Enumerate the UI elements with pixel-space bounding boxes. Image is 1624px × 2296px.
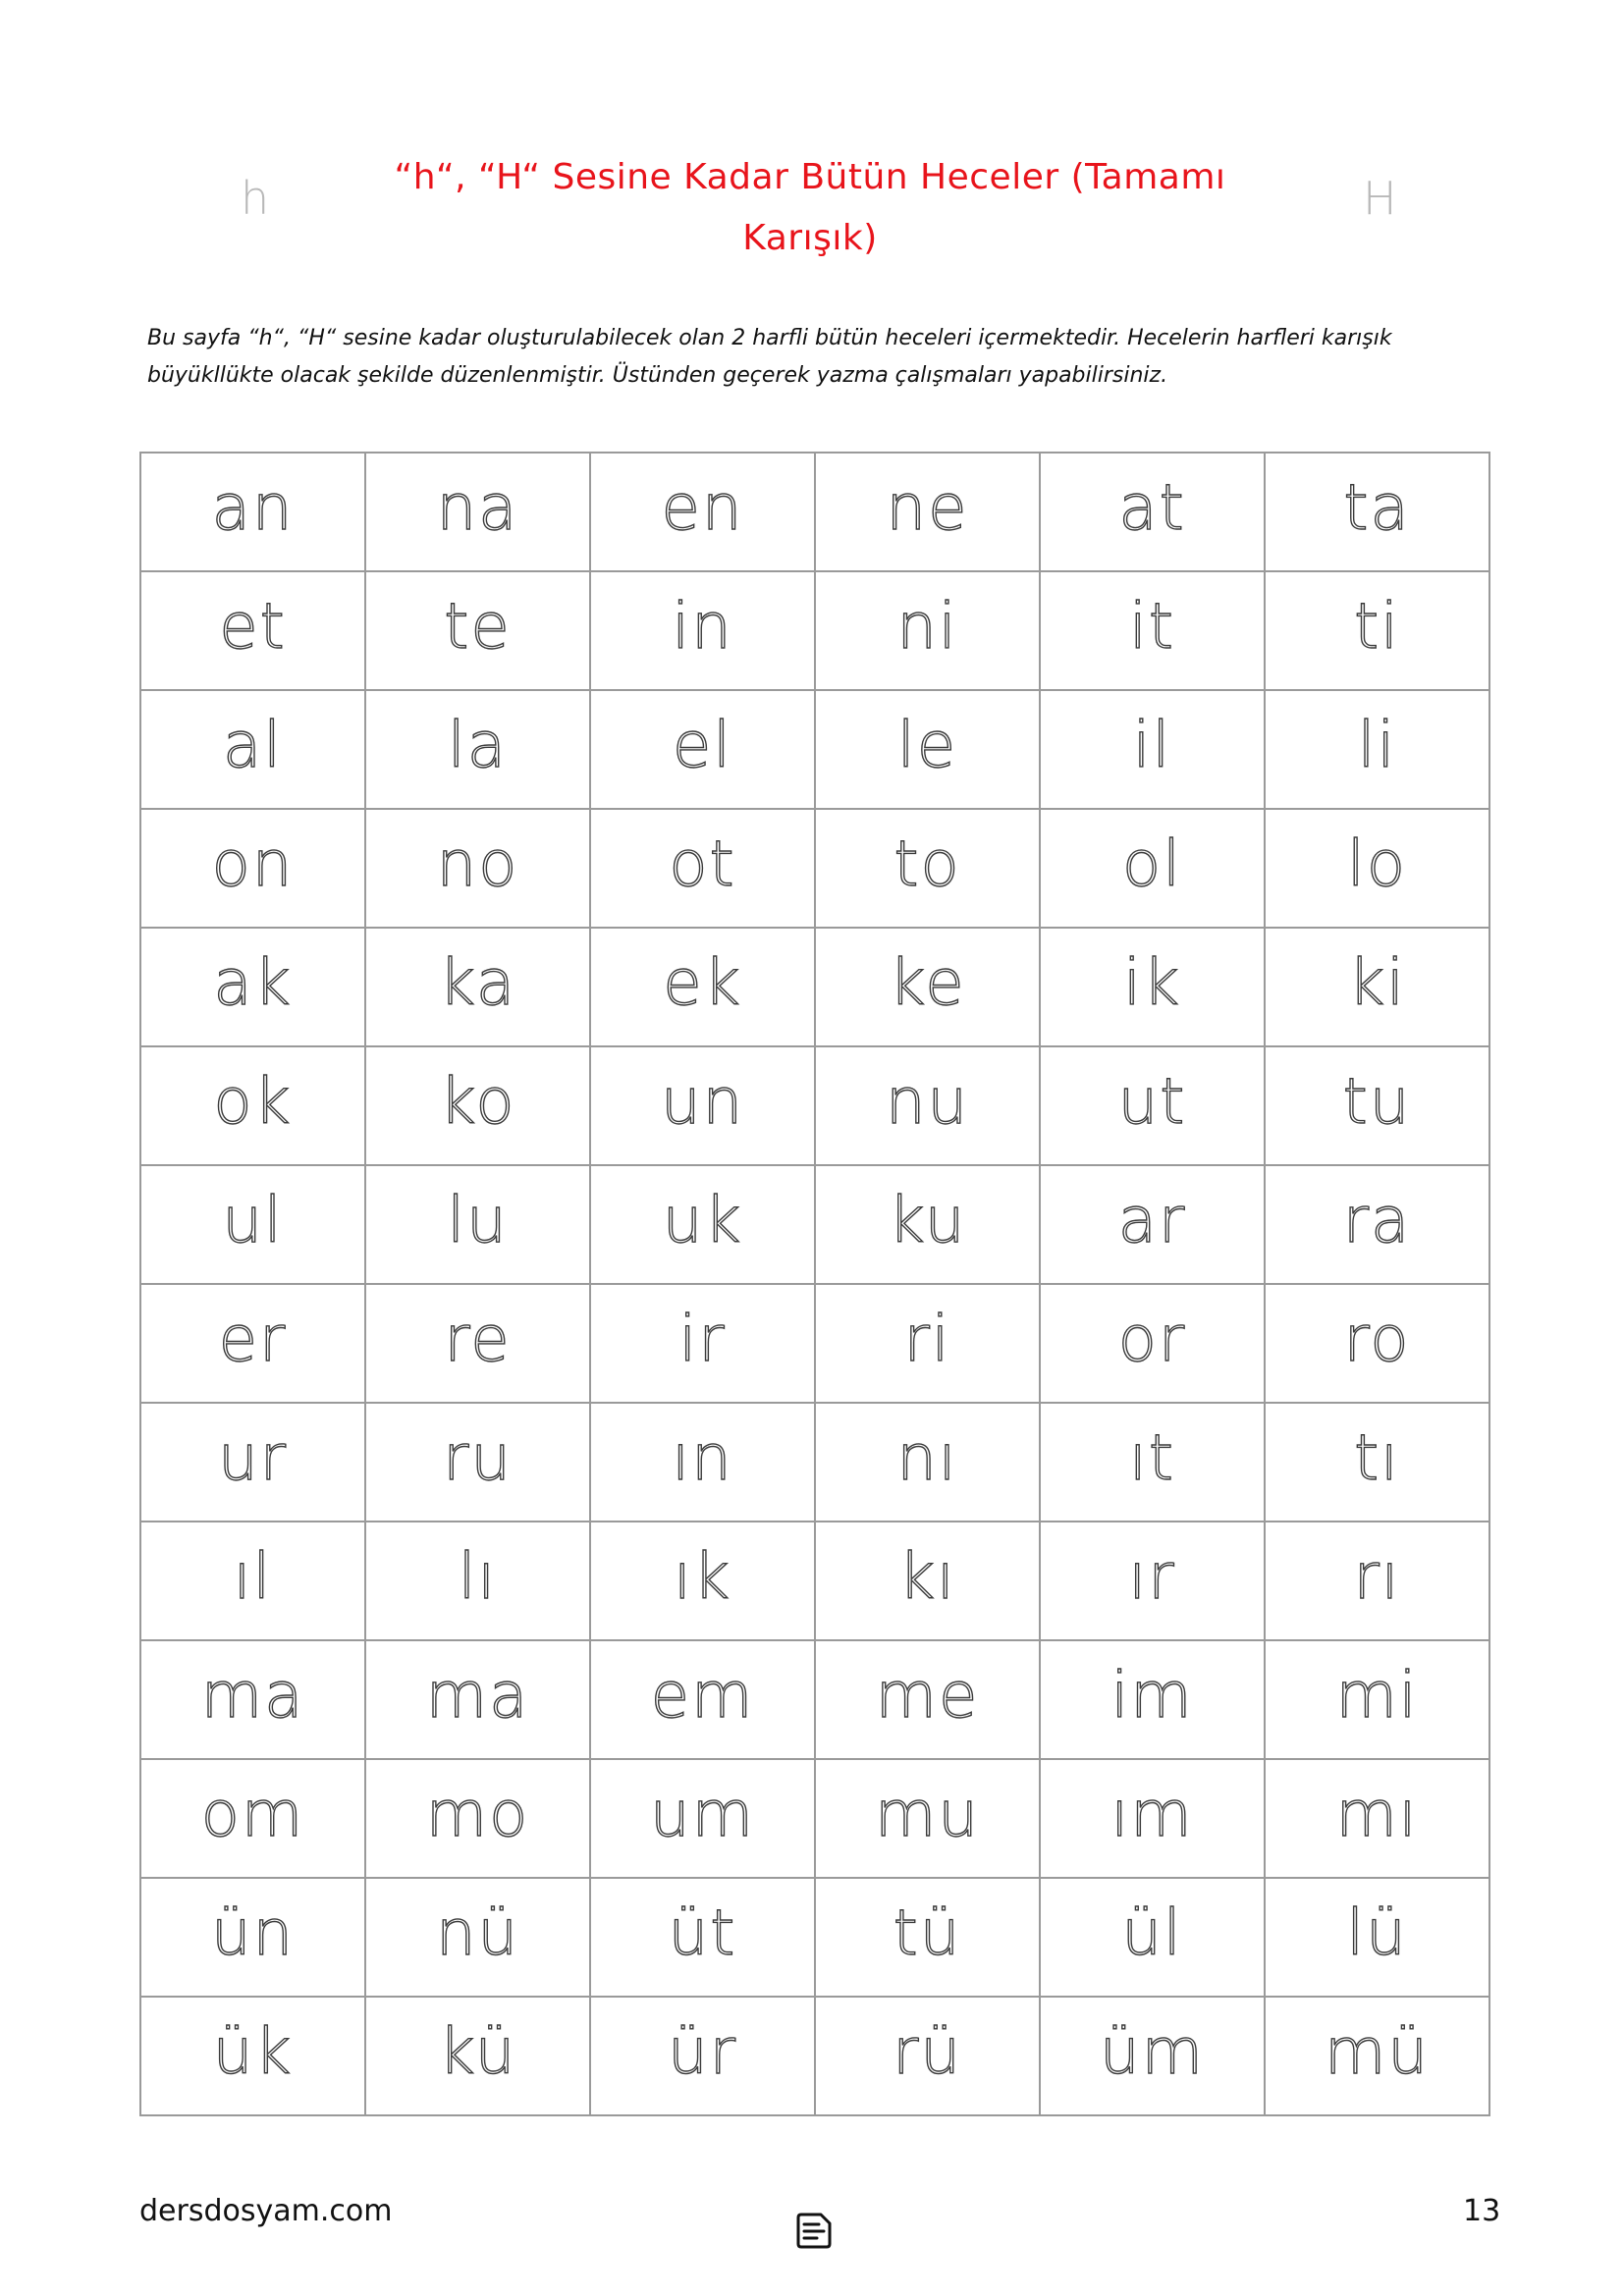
- page-title-line-2: Karışık): [742, 218, 878, 258]
- syllable-text: ma: [200, 1659, 305, 1733]
- syllable-cell: [815, 1046, 1040, 1165]
- syllable-cell: [140, 1046, 365, 1165]
- syllable-text: üt: [668, 1896, 737, 1970]
- syllable-text: ük: [212, 2015, 294, 2089]
- syllable-cell: [140, 571, 365, 690]
- syllable-cell: [815, 571, 1040, 690]
- syllable-cell: [1040, 571, 1265, 690]
- syllable-text: ım: [1110, 1778, 1194, 1851]
- syllable-text: ık: [674, 1540, 731, 1614]
- syllable-text: ra: [1342, 1184, 1412, 1257]
- syllable-cell: [1265, 1403, 1489, 1522]
- syllable-cell: [590, 1878, 815, 1997]
- syllable-cell: [1265, 571, 1489, 690]
- syllable-cell: [1040, 1046, 1265, 1165]
- syllable-text: ıt: [1129, 1421, 1175, 1495]
- grid-row: [140, 1997, 1489, 2115]
- syllable-text: ka: [438, 946, 517, 1020]
- syllable-text: ek: [663, 946, 742, 1020]
- syllable-text: mı: [1335, 1778, 1419, 1851]
- syllable-text: ru: [443, 1421, 513, 1495]
- syllable-text: ik: [1123, 946, 1181, 1020]
- syllable-text: lı: [458, 1540, 498, 1614]
- grid-row: [140, 1522, 1489, 1640]
- syllable-grid: [139, 452, 1490, 2116]
- syllable-cell: [1265, 1640, 1489, 1759]
- syllable-cell: [815, 453, 1040, 571]
- syllable-text: lu: [447, 1184, 509, 1257]
- syllable-text: ur: [218, 1421, 288, 1495]
- syllable-text: mü: [1325, 2015, 1430, 2089]
- syllable-cell: [1040, 1997, 1265, 2115]
- syllable-text: kı: [898, 1540, 956, 1614]
- syllable-cell: [1265, 1046, 1489, 1165]
- syllable-text: ro: [1343, 1303, 1411, 1376]
- syllable-cell: [140, 1284, 365, 1403]
- syllable-cell: [590, 809, 815, 928]
- grid-row: [140, 453, 1489, 571]
- syllable-text: on: [211, 828, 295, 901]
- syllable-text: na: [436, 471, 519, 545]
- grid-row: [140, 571, 1489, 690]
- syllable-text: ıl: [233, 1540, 273, 1614]
- syllable-text: ke: [889, 946, 966, 1020]
- syllable-text: ma: [425, 1659, 530, 1733]
- syllable-cell: [365, 1165, 590, 1284]
- syllable-text: tı: [1354, 1421, 1400, 1495]
- syllable-cell: [590, 1284, 815, 1403]
- syllable-cell: [140, 1878, 365, 1997]
- syllable-cell: [590, 1640, 815, 1759]
- syllable-text: el: [672, 709, 733, 782]
- syllable-text: rü: [893, 2015, 962, 2089]
- syllable-text: al: [223, 709, 283, 782]
- syllable-cell: [140, 453, 365, 571]
- syllable-text: ir: [678, 1303, 727, 1376]
- syllable-cell: [1040, 1165, 1265, 1284]
- syllable-text: mu: [875, 1778, 980, 1851]
- grid-row: [140, 1759, 1489, 1878]
- syllable-text: im: [1110, 1659, 1194, 1733]
- syllable-text: or: [1117, 1303, 1187, 1376]
- syllable-cell: [365, 690, 590, 809]
- syllable-cell: [590, 1522, 815, 1640]
- syllable-cell: [815, 928, 1040, 1046]
- syllable-cell: [140, 1640, 365, 1759]
- syllable-text: an: [211, 471, 295, 545]
- syllable-cell: [140, 1403, 365, 1522]
- syllable-text: re: [444, 1303, 512, 1376]
- syllable-text: tu: [1342, 1065, 1412, 1139]
- syllable-cell: [590, 1165, 815, 1284]
- syllable-cell: [1265, 453, 1489, 571]
- syllable-text: nü: [435, 1896, 520, 1970]
- syllable-cell: [815, 1284, 1040, 1403]
- syllable-text: ri: [903, 1303, 951, 1376]
- syllable-text: ta: [1343, 471, 1411, 545]
- syllable-text: ır: [1128, 1540, 1176, 1614]
- syllable-cell: [590, 690, 815, 809]
- syllable-text: ti: [1354, 590, 1400, 664]
- syllable-cell: [815, 1522, 1040, 1640]
- syllable-cell: [815, 1997, 1040, 2115]
- syllable-text: lü: [1346, 1896, 1408, 1970]
- syllable-text: li: [1357, 709, 1397, 782]
- syllable-text: kü: [438, 2015, 517, 2089]
- syllable-text: ün: [210, 1896, 296, 1970]
- syllable-cell: [590, 928, 815, 1046]
- syllable-text: it: [1129, 590, 1175, 664]
- syllable-cell: [140, 1759, 365, 1878]
- syllable-cell: [1265, 1878, 1489, 1997]
- syllable-cell: [590, 453, 815, 571]
- syllable-text: ür: [668, 2015, 737, 2089]
- syllable-cell: [590, 571, 815, 690]
- syllable-cell: [365, 1403, 590, 1522]
- syllable-cell: [590, 1997, 815, 2115]
- intro-text: [147, 320, 1424, 395]
- syllable-cell: [365, 1640, 590, 1759]
- syllable-cell: [365, 1997, 590, 2115]
- syllable-text: ko: [439, 1065, 516, 1139]
- syllable-text: to: [893, 828, 961, 901]
- syllable-cell: [1265, 690, 1489, 809]
- syllable-cell: [815, 1878, 1040, 1997]
- document-lines-icon: [793, 2209, 837, 2252]
- intro-line-1: Bu sayfa “h“, “H“ sesine kadar oluşturulabilecek olan 2 harfli bütün heceleri içermektedir. Hecelerin harfleri karışık: [147, 326, 1392, 350]
- syllable-cell: [1265, 1759, 1489, 1878]
- syllable-cell: [1040, 690, 1265, 809]
- grid-row: [140, 1165, 1489, 1284]
- syllable-text: ol: [1122, 828, 1182, 901]
- grid-row: [140, 1403, 1489, 1522]
- grid-row: [140, 1046, 1489, 1165]
- footer-site-name: dersdosyam.com: [139, 2194, 393, 2228]
- syllable-text: ül: [1121, 1896, 1183, 1970]
- syllable-cell: [590, 1403, 815, 1522]
- grid-row: [140, 928, 1489, 1046]
- syllable-text: la: [448, 709, 508, 782]
- page-number: 13: [1463, 2194, 1501, 2228]
- syllable-cell: [1040, 1522, 1265, 1640]
- syllable-cell: [140, 928, 365, 1046]
- syllable-text: em: [650, 1659, 755, 1733]
- syllable-text: lo: [1347, 828, 1407, 901]
- syllable-cell: [1040, 809, 1265, 928]
- syllable-text: ut: [1117, 1065, 1187, 1139]
- syllable-text: no: [436, 828, 519, 901]
- syllable-text: ne: [886, 471, 969, 545]
- syllable-cell: [815, 1403, 1040, 1522]
- grid-row: [140, 1640, 1489, 1759]
- grid-row: [140, 809, 1489, 928]
- syllable-text: um: [650, 1778, 755, 1851]
- syllable-cell: [590, 1046, 815, 1165]
- syllable-cell: [1040, 1759, 1265, 1878]
- syllable-cell: [815, 690, 1040, 809]
- syllable-text: ar: [1117, 1184, 1187, 1257]
- syllable-text: en: [661, 471, 744, 545]
- syllable-cell: [365, 1284, 590, 1403]
- syllable-cell: [1265, 1165, 1489, 1284]
- syllable-text: ul: [222, 1184, 284, 1257]
- syllable-cell: [1040, 1284, 1265, 1403]
- syllable-text: in: [672, 590, 733, 664]
- syllable-text: te: [444, 590, 512, 664]
- syllable-cell: [365, 571, 590, 690]
- syllable-cell: [140, 690, 365, 809]
- grid-row: [140, 690, 1489, 809]
- syllable-cell: [590, 1759, 815, 1878]
- syllable-cell: [140, 809, 365, 928]
- syllable-cell: [815, 1759, 1040, 1878]
- syllable-cell: [140, 1522, 365, 1640]
- syllable-cell: [1040, 928, 1265, 1046]
- intro-line-2: büyükllükte olacak şekilde düzenlenmiştir. Üstünden geçerek yazma çalışmaları yapabilirsiniz.: [147, 363, 1168, 388]
- syllable-cell: [365, 453, 590, 571]
- syllable-text: ın: [672, 1421, 733, 1495]
- syllable-text: üm: [1100, 2015, 1205, 2089]
- syllable-cell: [1265, 1284, 1489, 1403]
- syllable-cell: [815, 1165, 1040, 1284]
- syllable-cell: [815, 809, 1040, 928]
- syllable-text: et: [219, 590, 287, 664]
- syllable-text: nı: [896, 1421, 958, 1495]
- syllable-text: mo: [425, 1778, 530, 1851]
- page-title-line-1: “h“, “H“ Sesine Kadar Bütün Heceler (Tamamı: [394, 157, 1226, 197]
- syllable-cell: [1040, 1878, 1265, 1997]
- syllable-text: ok: [213, 1065, 293, 1139]
- syllable-text: er: [218, 1303, 288, 1376]
- syllable-cell: [1265, 809, 1489, 928]
- corner-letter-lowercase: h: [241, 172, 270, 225]
- syllable-cell: [365, 1759, 590, 1878]
- page-title: [324, 147, 1296, 269]
- syllable-text: uk: [662, 1184, 743, 1257]
- syllable-text: me: [875, 1659, 980, 1733]
- syllable-cell: [1040, 1403, 1265, 1522]
- syllable-text: om: [200, 1778, 305, 1851]
- syllable-text: il: [1132, 709, 1172, 782]
- syllable-cell: [140, 1165, 365, 1284]
- corner-letter-uppercase: H: [1363, 172, 1397, 225]
- syllable-cell: [365, 1046, 590, 1165]
- syllable-cell: [1040, 1640, 1265, 1759]
- syllable-cell: [365, 1878, 590, 1997]
- syllable-cell: [1265, 1997, 1489, 2115]
- syllable-cell: [815, 1640, 1040, 1759]
- grid-row: [140, 1878, 1489, 1997]
- syllable-text: at: [1118, 471, 1186, 545]
- syllable-text: ku: [888, 1184, 967, 1257]
- syllable-text: ot: [669, 828, 736, 901]
- syllable-cell: [1040, 453, 1265, 571]
- grid-row: [140, 1284, 1489, 1403]
- syllable-text: nu: [885, 1065, 970, 1139]
- syllable-cell: [1265, 1522, 1489, 1640]
- syllable-text: rı: [1353, 1540, 1401, 1614]
- syllable-cell: [1265, 928, 1489, 1046]
- syllable-text: un: [660, 1065, 745, 1139]
- syllable-text: ni: [896, 590, 958, 664]
- syllable-text: ak: [213, 946, 293, 1020]
- syllable-text: ki: [1348, 946, 1406, 1020]
- syllable-text: le: [896, 709, 958, 782]
- syllable-cell: [365, 1522, 590, 1640]
- syllable-cell: [365, 809, 590, 928]
- syllable-cell: [140, 1997, 365, 2115]
- syllable-text: tü: [893, 1896, 962, 1970]
- syllable-text: mi: [1335, 1659, 1419, 1733]
- syllable-cell: [365, 928, 590, 1046]
